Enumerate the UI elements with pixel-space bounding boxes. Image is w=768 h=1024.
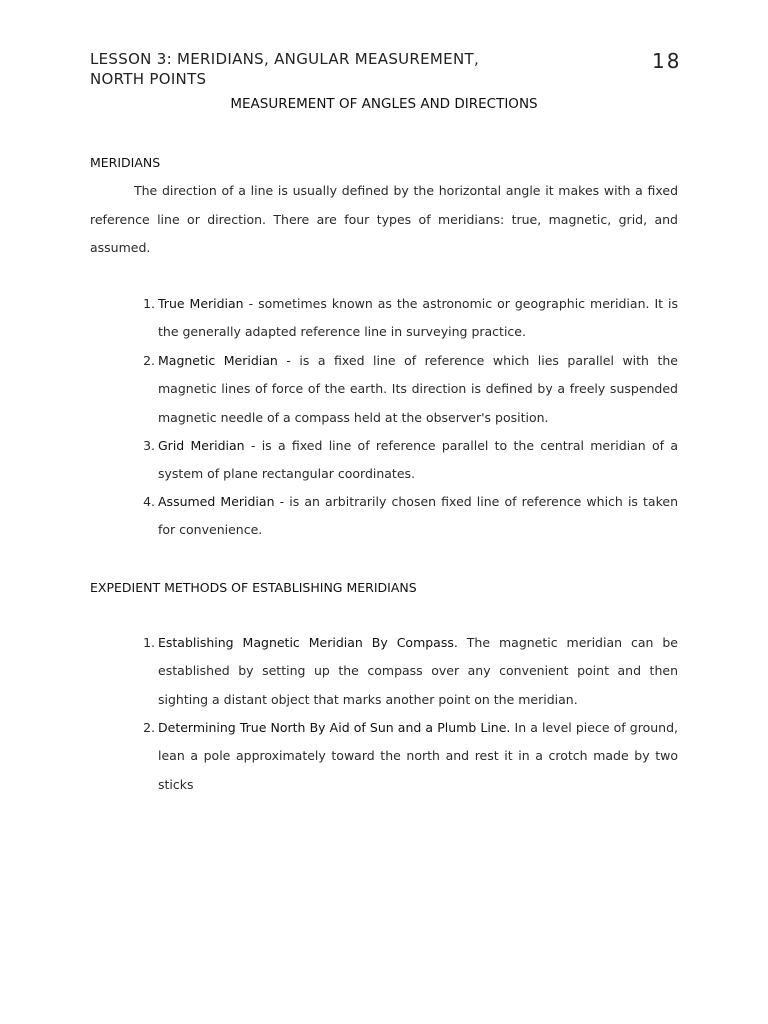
item-number: 1. <box>143 635 155 650</box>
item-number: 2. <box>143 720 155 735</box>
item-text: - sometimes known as the astronomic or geographic meridian. It is the generally adapted reference line in surveying practice. <box>158 296 678 340</box>
list-item <box>143 347 678 432</box>
item-text: In a level piece of ground, lean a pole approximately toward the north and rest it in a crotch made by two sticks <box>158 720 678 792</box>
meridians-heading: MERIDIANS <box>90 155 161 170</box>
page-number: 18 <box>652 49 682 73</box>
list-item <box>143 290 678 347</box>
item-term: True Meridian <box>158 296 244 311</box>
lesson-header <box>90 49 479 89</box>
item-text: - is a fixed line of reference which lies parallel with the magnetic lines of force of the earth. Its direction is defined by a freely suspended magnetic needle of a compass held at the observer's position. <box>158 353 678 425</box>
list-item <box>143 714 678 799</box>
meridians-intro: The direction of a line is usually defined by the horizontal angle it makes with a fixed reference line or direction. There are four types of meridians: true, magnetic, grid, and assumed. <box>90 183 678 255</box>
document-title: MEASUREMENT OF ANGLES AND DIRECTIONS <box>230 96 538 112</box>
item-text: - is an arbitrarily chosen fixed line of reference which is taken for convenience. <box>158 494 679 538</box>
item-term: Magnetic Meridian <box>158 353 278 368</box>
lesson-header-line2: NORTH POINTS <box>90 70 207 88</box>
item-number: 1. <box>143 296 155 311</box>
item-number: 3. <box>143 438 155 453</box>
item-number: 4. <box>143 494 155 509</box>
item-text: - is a fixed line of reference parallel to the central meridian of a system of plane rectangular coordinates. <box>158 438 678 482</box>
item-term: Assumed Meridian <box>158 494 275 509</box>
item-term: Establishing Magnetic Meridian By Compass. <box>158 635 458 650</box>
item-number: 2. <box>143 353 155 368</box>
lesson-header-line1: LESSON 3: MERIDIANS, ANGULAR MEASUREMENT, <box>90 50 480 68</box>
list-item <box>143 432 678 489</box>
list-item <box>143 488 679 545</box>
item-term: Determining True North By Aid of Sun and a Plumb Line. <box>158 720 511 735</box>
list-item <box>143 629 678 714</box>
item-term: Grid Meridian <box>158 438 245 453</box>
methods-heading: EXPEDIENT METHODS OF ESTABLISHING MERIDIANS <box>90 580 417 595</box>
item-text: The magnetic meridian can be established by setting up the compass over any convenient point and then sighting a distant object that marks another point on the meridian. <box>158 635 678 707</box>
